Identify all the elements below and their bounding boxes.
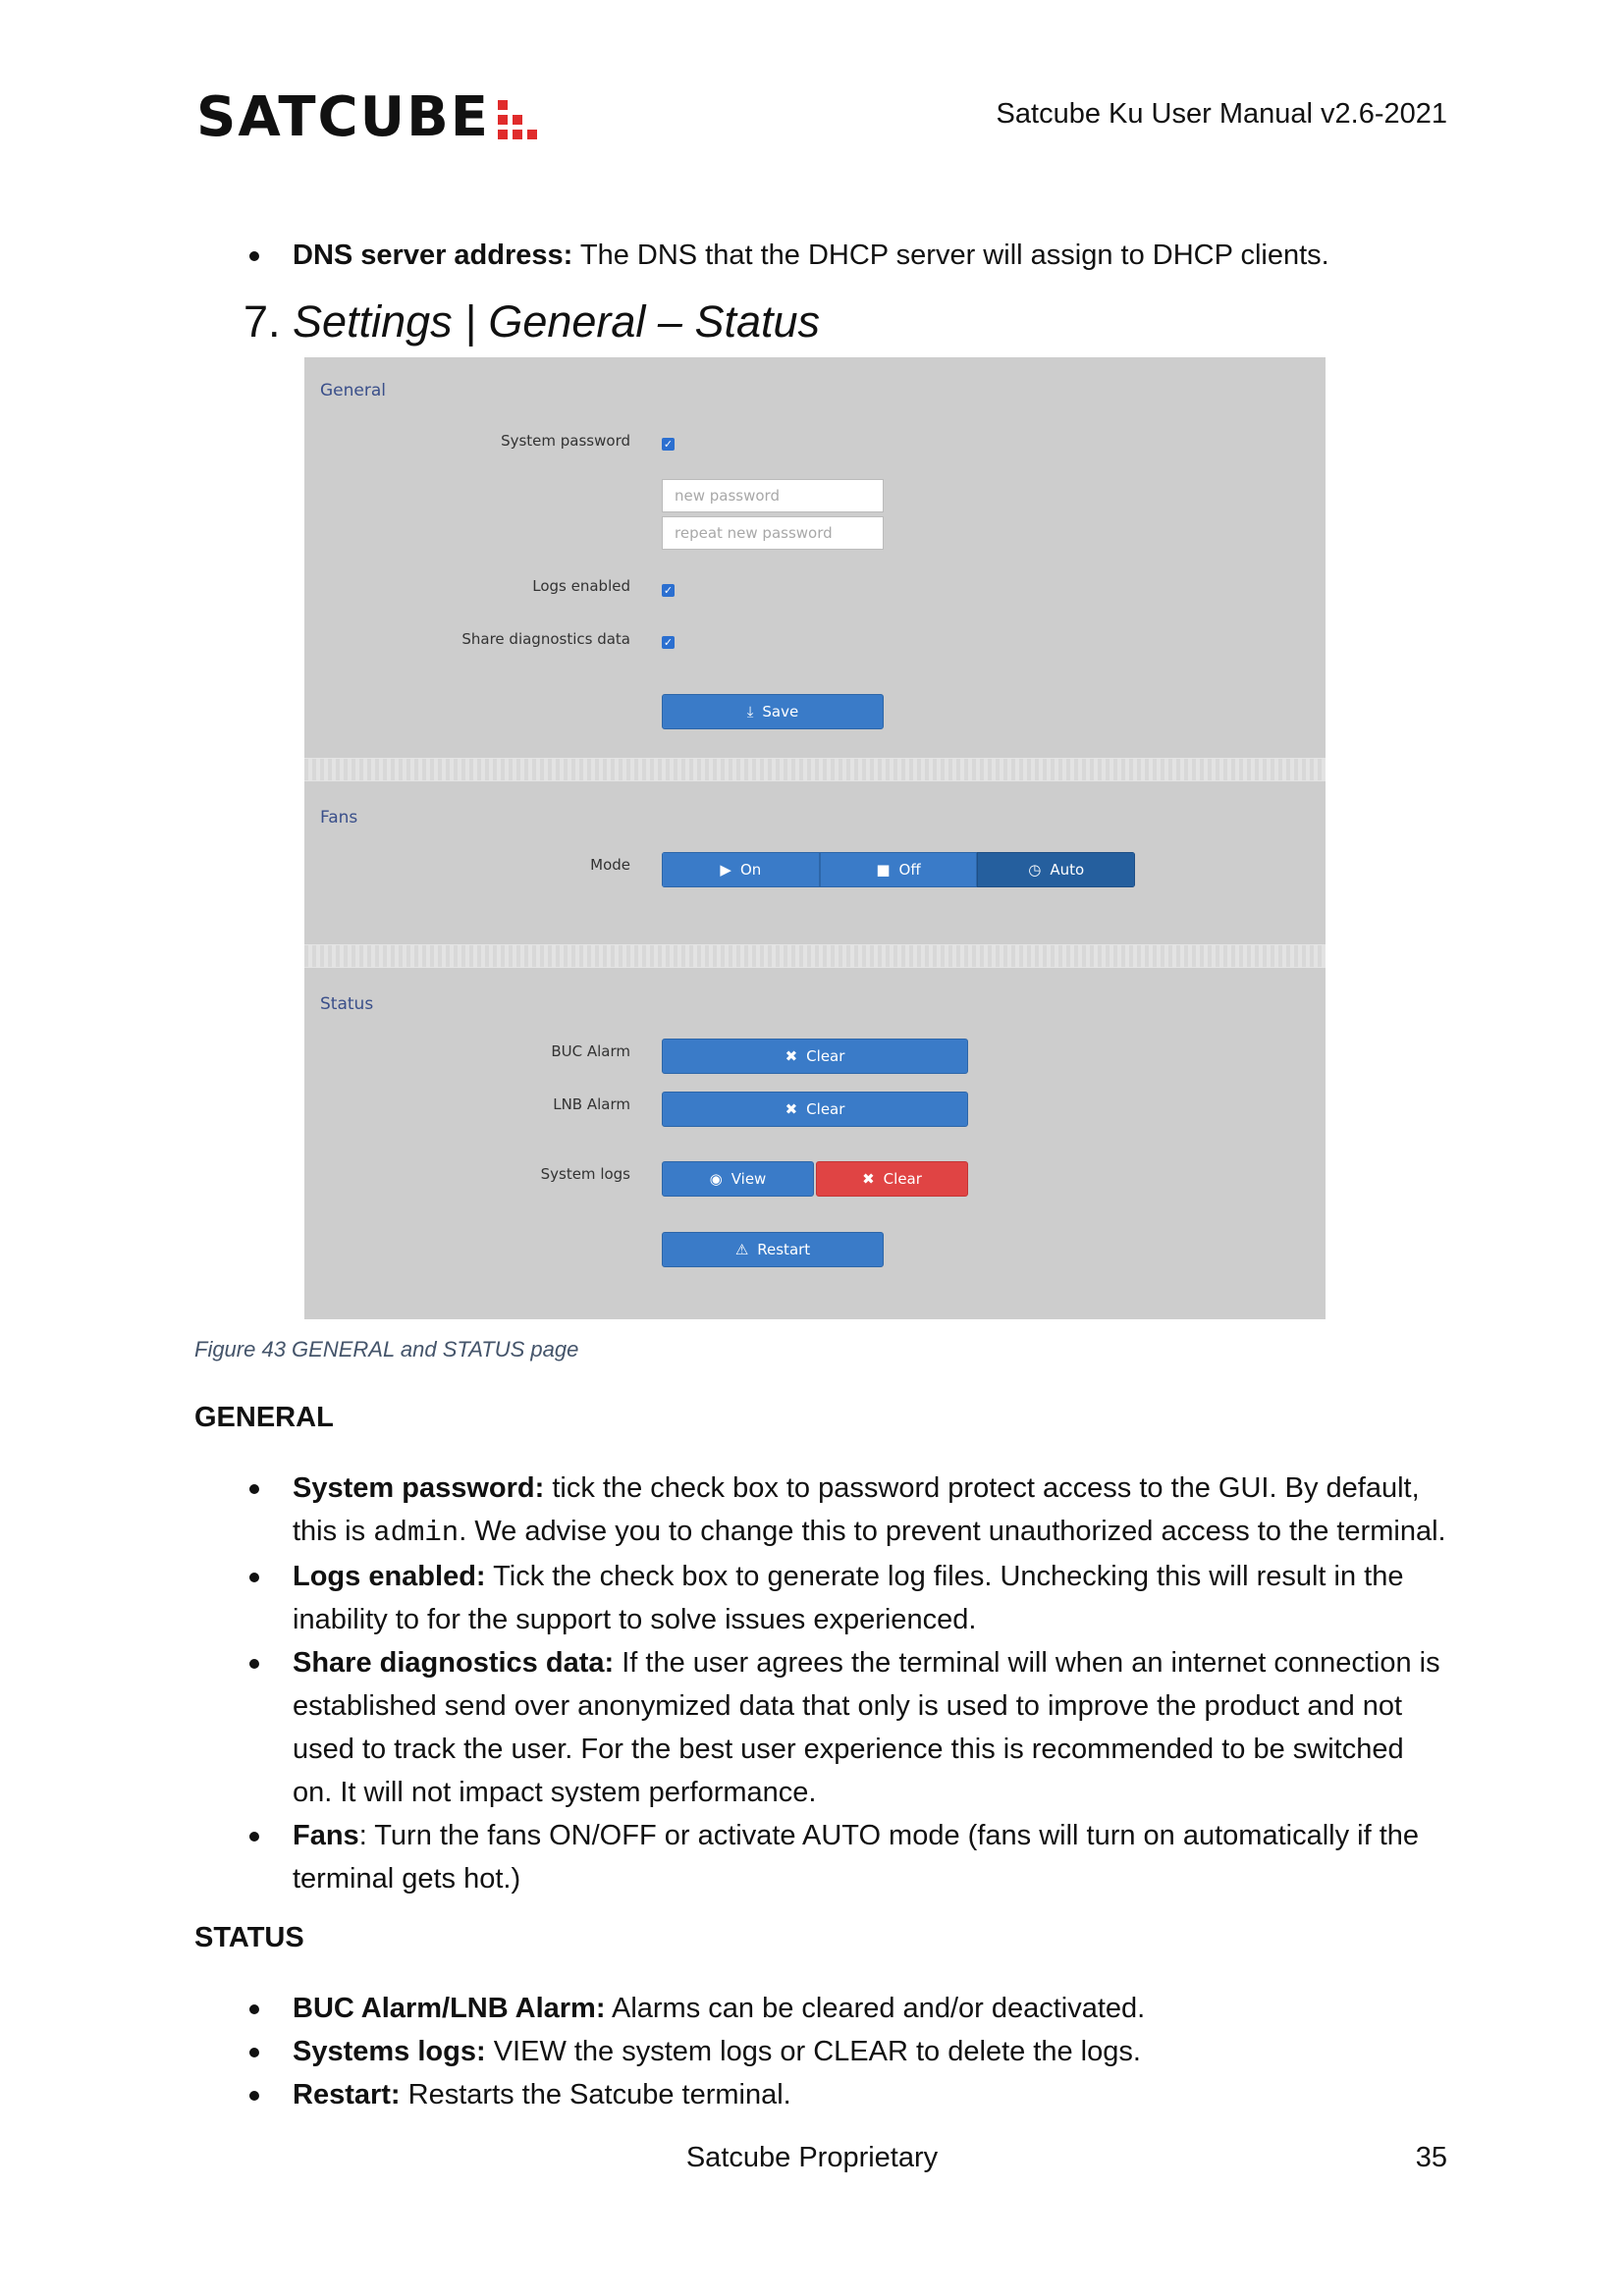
logo-wordmark: SATCUBE [196,85,491,149]
buc-alarm-label: BUC Alarm [551,1042,630,1060]
warning-icon: ⚠ [734,1240,749,1258]
bullet-text: If the user agrees the terminal will when an internet connection is established send over anonymized data that only is used to improve the product and not used to track the user. For the best user experience this is recommended to be switched on. It will not impact system performance. [293,1647,1440,1808]
settings-screenshot [304,357,1326,1319]
list-item [244,234,1447,277]
new-password-input[interactable] [662,479,884,512]
restart-button[interactable] [662,1232,884,1267]
eye-icon: ◉ [709,1169,723,1188]
fan-auto-button[interactable] [977,852,1135,887]
clear-label: Clear [806,1047,845,1065]
bullet-term: Systems logs: [293,2036,486,2067]
status-section-title: Status [320,994,374,1014]
lnb-alarm-label: LNB Alarm [553,1095,630,1113]
fan-mode-selector [662,852,1135,887]
fans-section-title: Fans [320,808,358,828]
bullet-text: : Turn the fans ON/OFF or activate AUTO mode (fans will turn on automatically if the terminal gets hot.) [293,1820,1420,1895]
logs-enabled-checkbox[interactable]: ✓ [663,584,674,597]
bullet-term: DNS server address: [293,240,573,271]
lnb-alarm-clear-button[interactable] [662,1092,968,1127]
close-icon: ✖ [785,1046,798,1065]
general-bullet-list [244,1467,1447,1900]
page-number: 35 [1415,2142,1447,2173]
general-section-title: General [320,381,386,400]
repeat-password-input[interactable] [662,516,884,550]
buc-alarm-clear-button[interactable] [662,1039,968,1074]
logs-enabled-label: Logs enabled [532,577,630,595]
bullet-term: Logs enabled: [293,1561,486,1592]
section-heading [244,296,820,347]
status-bullet-list [244,1987,1447,2116]
list-item [244,2073,1447,2116]
bullet-term: Fans [293,1820,359,1851]
clear-logs-button[interactable] [816,1161,968,1197]
clear-label: Clear [806,1100,845,1118]
intro-bullet-list [244,234,1447,277]
default-password-code: admin [373,1517,460,1549]
bullet-text: The DNS that the DHCP server will assign to DHCP clients. [572,240,1329,271]
logo-dots-icon [498,100,537,139]
restart-label: Restart [757,1241,811,1258]
play-icon: ▶ [720,860,731,879]
close-icon: ✖ [862,1169,875,1188]
list-item [244,1467,1447,1555]
status-heading: STATUS [194,1922,304,1953]
stop-icon: ■ [876,860,891,879]
clear-label: Clear [883,1170,922,1188]
bullet-term: Share diagnostics data: [293,1647,615,1679]
bullet-text: Restarts the Satcube terminal. [400,2079,791,2110]
general-heading: GENERAL [194,1402,334,1433]
fan-mode-label: Mode [590,856,630,874]
section-title: Settings | General – Status [293,296,821,347]
download-icon: ⤓ [746,702,754,721]
fan-auto-label: Auto [1050,861,1085,879]
section-number: 7. [244,296,281,347]
manual-title: Satcube Ku User Manual v2.6-2021 [996,98,1447,130]
fan-on-button[interactable] [662,852,820,887]
bullet-text: . We advise you to change this to prevent unauthorized access to the terminal. [459,1516,1446,1547]
share-diagnostics-checkbox[interactable]: ✓ [663,636,674,649]
bullet-term: Restart: [293,2079,401,2110]
close-icon: ✖ [785,1099,798,1118]
save-button[interactable] [662,694,884,729]
list-item [244,2030,1447,2073]
fan-on-label: On [739,861,762,879]
list-item [244,1555,1447,1641]
fan-off-label: Off [898,861,921,879]
bullet-text: Alarms can be cleared and/or deactivated. [605,1993,1146,2024]
list-item [244,1987,1447,2030]
figure-caption: Figure 43 GENERAL and STATUS page [194,1337,579,1362]
fan-off-button[interactable] [820,852,978,887]
system-password-checkbox[interactable]: ✓ [663,438,674,451]
bullet-text: tick the check box to password protect access to the GUI. By default, this is [293,1472,1420,1547]
bullet-term: BUC Alarm/LNB Alarm: [293,1993,606,2024]
clock-icon: ◷ [1028,860,1042,879]
bullet-text: Tick the check box to generate log files. Unchecking this will result in the inability to for the support to solve issues experienced. [293,1561,1404,1635]
bullet-term: System password: [293,1472,545,1504]
system-password-label: System password [501,432,630,450]
system-logs-label: System logs [540,1165,630,1183]
satcube-logo [196,85,537,149]
section-divider [304,944,1326,968]
share-diagnostics-label: Share diagnostics data [461,630,630,648]
list-item [244,1814,1447,1900]
footer-proprietary: Satcube Proprietary [685,2142,939,2173]
bullet-text: VIEW the system logs or CLEAR to delete the logs. [485,2036,1141,2067]
section-divider [304,758,1326,781]
view-logs-button[interactable] [662,1161,814,1197]
save-button-label: Save [762,703,799,721]
list-item [244,1641,1447,1814]
view-label: View [731,1170,767,1188]
